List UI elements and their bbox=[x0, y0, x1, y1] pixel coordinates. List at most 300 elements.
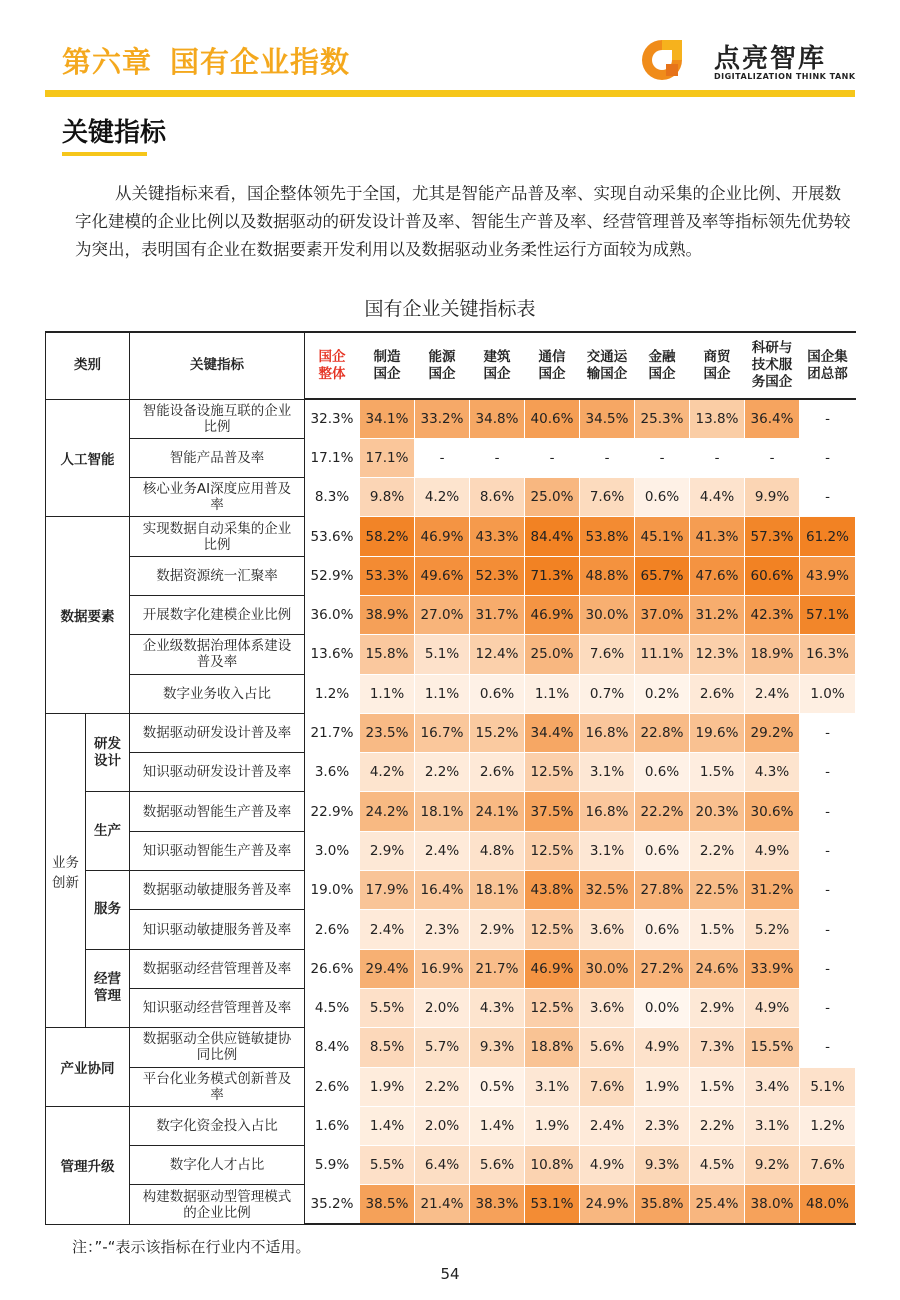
value-cell: - bbox=[800, 949, 856, 988]
indicator-cell bbox=[130, 517, 305, 556]
value-cell: 37.5% bbox=[525, 792, 580, 831]
column-header bbox=[635, 332, 690, 399]
line: 交通运 bbox=[586, 348, 628, 365]
value-cell: 27.0% bbox=[415, 595, 470, 634]
value-cell: 4.2% bbox=[360, 753, 415, 792]
value-cell: 3.1% bbox=[525, 1067, 580, 1106]
value-cell: - bbox=[635, 438, 690, 477]
logo-mark-icon bbox=[638, 36, 686, 84]
value-cell: 18.9% bbox=[745, 635, 800, 674]
logo-english-name: DIGITALIZATION THINK TANK bbox=[714, 72, 856, 81]
value-cell: 49.6% bbox=[415, 556, 470, 595]
value-cell: 3.6% bbox=[580, 910, 635, 949]
value-cell: 12.5% bbox=[525, 753, 580, 792]
value-cell: 4.9% bbox=[745, 831, 800, 870]
line: 核心业务AI深度应用普及 bbox=[142, 481, 292, 498]
line: 数据驱动经营管理普及率 bbox=[142, 960, 292, 977]
value-cell: 5.2% bbox=[745, 910, 800, 949]
line: 团总部 bbox=[807, 365, 848, 382]
value-cell: 2.4% bbox=[580, 1106, 635, 1145]
value-cell: - bbox=[800, 1028, 856, 1067]
column-header bbox=[415, 332, 470, 399]
indicator-cell bbox=[130, 1185, 305, 1224]
subcategory-cell bbox=[86, 949, 130, 1028]
line: 通信 bbox=[538, 348, 566, 365]
value-cell: 30.0% bbox=[580, 949, 635, 988]
value-cell: 25.3% bbox=[635, 399, 690, 438]
value-cell: 15.2% bbox=[470, 713, 525, 752]
table-row bbox=[46, 1185, 856, 1224]
value-cell: 1.5% bbox=[690, 753, 745, 792]
line: 开展数字化建模企业比例 bbox=[142, 607, 292, 624]
value-cell: 5.5% bbox=[360, 988, 415, 1027]
value-cell: 10.8% bbox=[525, 1146, 580, 1185]
line: 数据驱动敏捷服务普及率 bbox=[142, 882, 292, 899]
value-cell: 48.0% bbox=[800, 1185, 856, 1224]
value-cell: 33.2% bbox=[415, 399, 470, 438]
value-cell: 60.6% bbox=[745, 556, 800, 595]
line: 国企集 bbox=[807, 348, 848, 365]
value-cell: 3.0% bbox=[305, 831, 360, 870]
value-cell: 1.0% bbox=[800, 674, 856, 713]
indicator-cell bbox=[130, 478, 305, 517]
value-cell: 48.8% bbox=[580, 556, 635, 595]
value-cell: 34.1% bbox=[360, 399, 415, 438]
line: 生产 bbox=[94, 822, 121, 839]
value-cell: 2.2% bbox=[690, 831, 745, 870]
column-header bbox=[690, 332, 745, 399]
table-row bbox=[46, 988, 856, 1027]
value-cell: 3.6% bbox=[580, 988, 635, 1027]
value-cell: 4.8% bbox=[470, 831, 525, 870]
value-cell: - bbox=[800, 753, 856, 792]
value-cell: 23.5% bbox=[360, 713, 415, 752]
chapter-heading bbox=[62, 40, 350, 81]
value-cell: 38.9% bbox=[360, 595, 415, 634]
value-cell: 21.4% bbox=[415, 1185, 470, 1224]
indicator-cell bbox=[130, 871, 305, 910]
line: 商贸 bbox=[703, 348, 731, 365]
indicator-cell bbox=[130, 949, 305, 988]
value-cell: 1.6% bbox=[305, 1106, 360, 1145]
line: 金融 bbox=[648, 348, 676, 365]
line: 国企 bbox=[538, 365, 566, 382]
value-cell: 36.4% bbox=[745, 399, 800, 438]
line: 企业级数据治理体系建设 bbox=[142, 638, 292, 655]
category-cell: 数据要素 bbox=[46, 517, 130, 713]
value-cell: 0.2% bbox=[635, 674, 690, 713]
line: 能源 bbox=[428, 348, 456, 365]
header-row bbox=[46, 332, 856, 399]
value-cell: 5.6% bbox=[580, 1028, 635, 1067]
value-cell: 24.1% bbox=[470, 792, 525, 831]
line: 比例 bbox=[203, 418, 231, 435]
indicator-cell bbox=[130, 635, 305, 674]
line: 的企业比例 bbox=[183, 1204, 251, 1221]
chapter-number: 第六章 bbox=[62, 45, 153, 79]
value-cell: 34.4% bbox=[525, 713, 580, 752]
value-cell: 2.6% bbox=[470, 753, 525, 792]
value-cell: 17.1% bbox=[360, 438, 415, 477]
value-cell: 9.3% bbox=[635, 1146, 690, 1185]
value-cell: - bbox=[800, 988, 856, 1027]
line: 数字业务收入占比 bbox=[163, 685, 271, 702]
line: 研发 bbox=[94, 735, 121, 752]
value-cell: 4.9% bbox=[745, 988, 800, 1027]
table-row bbox=[46, 399, 856, 438]
indicator-cell bbox=[130, 713, 305, 752]
value-cell: 12.3% bbox=[690, 635, 745, 674]
value-cell: 22.9% bbox=[305, 792, 360, 831]
value-cell: 24.9% bbox=[580, 1185, 635, 1224]
value-cell: 46.9% bbox=[525, 949, 580, 988]
line: 比例 bbox=[203, 536, 231, 553]
value-cell: 1.9% bbox=[635, 1067, 690, 1106]
value-cell: 43.3% bbox=[470, 517, 525, 556]
value-cell: 0.6% bbox=[635, 753, 690, 792]
value-cell: - bbox=[800, 438, 856, 477]
value-cell: 1.5% bbox=[690, 910, 745, 949]
value-cell: 16.9% bbox=[415, 949, 470, 988]
indicator-cell bbox=[130, 988, 305, 1027]
value-cell: 41.3% bbox=[690, 517, 745, 556]
value-cell: 29.4% bbox=[360, 949, 415, 988]
line: 设计 bbox=[94, 752, 121, 769]
value-cell: 46.9% bbox=[525, 595, 580, 634]
value-cell: 15.8% bbox=[360, 635, 415, 674]
value-cell: 9.8% bbox=[360, 478, 415, 517]
line: 国企 bbox=[318, 348, 346, 365]
value-cell: 16.8% bbox=[580, 792, 635, 831]
indicator-cell bbox=[130, 792, 305, 831]
line: 知识驱动智能生产普及率 bbox=[142, 842, 292, 859]
value-cell: 65.7% bbox=[635, 556, 690, 595]
value-cell: 7.6% bbox=[580, 1067, 635, 1106]
value-cell: 15.5% bbox=[745, 1028, 800, 1067]
value-cell: 2.4% bbox=[745, 674, 800, 713]
line: 业务 bbox=[52, 854, 79, 871]
value-cell: 31.7% bbox=[470, 595, 525, 634]
value-cell: 47.6% bbox=[690, 556, 745, 595]
value-cell: 11.1% bbox=[635, 635, 690, 674]
value-cell: 25.4% bbox=[690, 1185, 745, 1224]
value-cell: 53.3% bbox=[360, 556, 415, 595]
table-row bbox=[46, 478, 856, 517]
value-cell: 2.3% bbox=[415, 910, 470, 949]
value-cell: 53.1% bbox=[525, 1185, 580, 1224]
value-cell: 7.6% bbox=[580, 478, 635, 517]
table-row bbox=[46, 1146, 856, 1185]
value-cell: 2.6% bbox=[305, 1067, 360, 1106]
value-cell: 9.9% bbox=[745, 478, 800, 517]
value-cell: 33.9% bbox=[745, 949, 800, 988]
line: 国企 bbox=[483, 365, 511, 382]
table-row bbox=[46, 1028, 856, 1067]
line: 实现数据自动采集的企业 bbox=[142, 520, 292, 537]
value-cell: 3.1% bbox=[580, 753, 635, 792]
indicator-cell bbox=[130, 1146, 305, 1185]
value-cell: 12.5% bbox=[525, 831, 580, 870]
value-cell: - bbox=[690, 438, 745, 477]
value-cell: 30.0% bbox=[580, 595, 635, 634]
value-cell: 2.4% bbox=[415, 831, 470, 870]
value-cell: 17.9% bbox=[360, 871, 415, 910]
value-cell: 36.0% bbox=[305, 595, 360, 634]
value-cell: 61.2% bbox=[800, 517, 856, 556]
value-cell: 16.7% bbox=[415, 713, 470, 752]
value-cell: - bbox=[800, 910, 856, 949]
indicator-cell bbox=[130, 1106, 305, 1145]
value-cell: 38.0% bbox=[745, 1185, 800, 1224]
value-cell: 24.2% bbox=[360, 792, 415, 831]
value-cell: 0.0% bbox=[635, 988, 690, 1027]
line: 整体 bbox=[318, 365, 346, 382]
value-cell: 1.5% bbox=[690, 1067, 745, 1106]
value-cell: 4.3% bbox=[745, 753, 800, 792]
indicator-cell bbox=[130, 438, 305, 477]
table-row bbox=[46, 949, 856, 988]
value-cell: 2.9% bbox=[690, 988, 745, 1027]
value-cell: 0.6% bbox=[635, 910, 690, 949]
value-cell: 1.1% bbox=[360, 674, 415, 713]
line: 率 bbox=[210, 497, 224, 514]
value-cell: 2.0% bbox=[415, 988, 470, 1027]
line: 数字化资金投入占比 bbox=[156, 1117, 278, 1134]
value-cell: - bbox=[470, 438, 525, 477]
value-cell: 22.2% bbox=[635, 792, 690, 831]
table-row bbox=[46, 438, 856, 477]
value-cell: 5.5% bbox=[360, 1146, 415, 1185]
value-cell: 19.0% bbox=[305, 871, 360, 910]
value-cell: 1.4% bbox=[470, 1106, 525, 1145]
value-cell: 5.1% bbox=[800, 1067, 856, 1106]
line: 平台化业务模式创新普及 bbox=[142, 1070, 292, 1087]
table-row bbox=[46, 713, 856, 752]
value-cell: 7.6% bbox=[800, 1146, 856, 1185]
value-cell: 5.6% bbox=[470, 1146, 525, 1185]
value-cell: 29.2% bbox=[745, 713, 800, 752]
value-cell: 2.9% bbox=[360, 831, 415, 870]
indicator-cell bbox=[130, 831, 305, 870]
value-cell: 3.6% bbox=[305, 753, 360, 792]
value-cell: 40.6% bbox=[525, 399, 580, 438]
value-cell: 31.2% bbox=[690, 595, 745, 634]
indicator-cell bbox=[130, 910, 305, 949]
line: 数据驱动全供应链敏捷协 bbox=[142, 1031, 292, 1048]
table-row bbox=[46, 871, 856, 910]
value-cell: 16.4% bbox=[415, 871, 470, 910]
line: 同比例 bbox=[196, 1047, 238, 1064]
value-cell: 38.5% bbox=[360, 1185, 415, 1224]
value-cell: 5.1% bbox=[415, 635, 470, 674]
value-cell: 32.3% bbox=[305, 399, 360, 438]
table-row bbox=[46, 753, 856, 792]
category-cell: 管理升级 bbox=[46, 1106, 130, 1224]
table-row bbox=[46, 910, 856, 949]
value-cell: 22.5% bbox=[690, 871, 745, 910]
subcategory-cell bbox=[86, 792, 130, 871]
value-cell: 24.6% bbox=[690, 949, 745, 988]
column-header bbox=[305, 332, 360, 399]
value-cell: 6.4% bbox=[415, 1146, 470, 1185]
value-cell: 84.4% bbox=[525, 517, 580, 556]
value-cell: 4.2% bbox=[415, 478, 470, 517]
section-underline bbox=[62, 152, 147, 156]
table-footnote: 注：”-“表示该指标在行业内不适用。 bbox=[72, 1238, 311, 1256]
value-cell: 18.1% bbox=[470, 871, 525, 910]
value-cell: 3.1% bbox=[580, 831, 635, 870]
table-row bbox=[46, 792, 856, 831]
value-cell: 2.3% bbox=[635, 1106, 690, 1145]
value-cell: - bbox=[800, 399, 856, 438]
indicator-cell bbox=[130, 595, 305, 634]
value-cell: 21.7% bbox=[470, 949, 525, 988]
column-header bbox=[745, 332, 800, 399]
value-cell: 4.9% bbox=[635, 1028, 690, 1067]
subcategory-cell bbox=[86, 713, 130, 792]
indicator-cell bbox=[130, 674, 305, 713]
table-row bbox=[46, 674, 856, 713]
value-cell: 25.0% bbox=[525, 478, 580, 517]
indicator-cell bbox=[130, 556, 305, 595]
value-cell: 16.3% bbox=[800, 635, 856, 674]
value-cell: 52.9% bbox=[305, 556, 360, 595]
table-row bbox=[46, 1106, 856, 1145]
column-header bbox=[360, 332, 415, 399]
line: 数据驱动研发设计普及率 bbox=[142, 725, 292, 742]
value-cell: 16.8% bbox=[580, 713, 635, 752]
value-cell: 17.1% bbox=[305, 438, 360, 477]
value-cell: 5.7% bbox=[415, 1028, 470, 1067]
line: 国企 bbox=[703, 365, 731, 382]
value-cell: 2.2% bbox=[415, 1067, 470, 1106]
line: 普及率 bbox=[196, 654, 238, 671]
table-row bbox=[46, 1067, 856, 1106]
value-cell: 1.1% bbox=[415, 674, 470, 713]
value-cell: 1.2% bbox=[800, 1106, 856, 1145]
value-cell: 3.4% bbox=[745, 1067, 800, 1106]
value-cell: 26.6% bbox=[305, 949, 360, 988]
section-title: 关键指标 bbox=[62, 118, 167, 148]
line: 构建数据驱动型管理模式 bbox=[142, 1188, 292, 1205]
value-cell: 1.4% bbox=[360, 1106, 415, 1145]
value-cell: 0.6% bbox=[635, 478, 690, 517]
value-cell: 20.3% bbox=[690, 792, 745, 831]
value-cell: 0.6% bbox=[635, 831, 690, 870]
value-cell: 8.4% bbox=[305, 1028, 360, 1067]
value-cell: 4.9% bbox=[580, 1146, 635, 1185]
value-cell: 7.3% bbox=[690, 1028, 745, 1067]
value-cell: 0.6% bbox=[470, 674, 525, 713]
value-cell: 35.8% bbox=[635, 1185, 690, 1224]
category-cell: 产业协同 bbox=[46, 1028, 130, 1107]
header-indicator: 关键指标 bbox=[130, 332, 305, 399]
line: 经营 bbox=[94, 971, 121, 988]
line: 务国企 bbox=[751, 374, 793, 390]
value-cell: 52.3% bbox=[470, 556, 525, 595]
value-cell: 43.9% bbox=[800, 556, 856, 595]
line: 国企 bbox=[648, 365, 676, 382]
line: 知识驱动研发设计普及率 bbox=[142, 764, 292, 781]
value-cell: 31.2% bbox=[745, 871, 800, 910]
header-rule bbox=[45, 90, 855, 97]
value-cell: - bbox=[580, 438, 635, 477]
value-cell: 13.6% bbox=[305, 635, 360, 674]
value-cell: 58.2% bbox=[360, 517, 415, 556]
line: 建筑 bbox=[483, 348, 511, 365]
indicator-cell bbox=[130, 1028, 305, 1067]
line: 数据资源统一汇聚率 bbox=[156, 567, 278, 584]
value-cell: 2.4% bbox=[360, 910, 415, 949]
column-header bbox=[800, 332, 856, 399]
value-cell: 43.8% bbox=[525, 871, 580, 910]
line: 科研与 bbox=[751, 340, 793, 356]
value-cell: 19.6% bbox=[690, 713, 745, 752]
value-cell: 57.1% bbox=[800, 595, 856, 634]
column-header bbox=[580, 332, 635, 399]
value-cell: - bbox=[800, 831, 856, 870]
page-number: 54 bbox=[440, 1265, 460, 1283]
indicator-cell bbox=[130, 1067, 305, 1106]
value-cell: - bbox=[525, 438, 580, 477]
value-cell: - bbox=[800, 713, 856, 752]
value-cell: 38.3% bbox=[470, 1185, 525, 1224]
intro-paragraph: 从关键指标来看，国企整体领先于全国，尤其是智能产品普及率、实现自动采集的企业比例、开展数字化建模的企业比例以及数据驱动的研发设计普及率、智能生产普及率、经营管理普及率等指标领先优势较为突出，表明国有企业在数据要素开发利用以及数据驱动业务柔性运行方面较为成熟。 bbox=[75, 184, 851, 259]
value-cell: 42.3% bbox=[745, 595, 800, 634]
line: 数据驱动智能生产普及率 bbox=[142, 803, 292, 820]
value-cell: 8.3% bbox=[305, 478, 360, 517]
value-cell: 46.9% bbox=[415, 517, 470, 556]
value-cell: 1.9% bbox=[525, 1106, 580, 1145]
brand-logo bbox=[638, 36, 888, 86]
value-cell: 0.5% bbox=[470, 1067, 525, 1106]
logo-chinese-name: 点亮智库 bbox=[714, 44, 827, 74]
value-cell: 4.5% bbox=[690, 1146, 745, 1185]
line: 制造 bbox=[373, 348, 401, 365]
line: 知识驱动经营管理普及率 bbox=[142, 1000, 292, 1017]
value-cell: 8.6% bbox=[470, 478, 525, 517]
line: 服务 bbox=[94, 901, 121, 918]
table-row bbox=[46, 556, 856, 595]
value-cell: 21.7% bbox=[305, 713, 360, 752]
key-indicator-table bbox=[45, 331, 856, 1225]
value-cell: 2.6% bbox=[690, 674, 745, 713]
value-cell: 3.1% bbox=[745, 1106, 800, 1145]
value-cell: 12.5% bbox=[525, 910, 580, 949]
line: 输国企 bbox=[586, 365, 628, 382]
line: 技术服 bbox=[751, 357, 793, 373]
table-row bbox=[46, 595, 856, 634]
value-cell: - bbox=[800, 792, 856, 831]
line: 管理 bbox=[94, 988, 121, 1005]
header-category: 类别 bbox=[46, 332, 130, 399]
value-cell: 32.5% bbox=[580, 871, 635, 910]
value-cell: 2.0% bbox=[415, 1106, 470, 1145]
line: 智能设备设施互联的企业 bbox=[142, 402, 292, 419]
value-cell: - bbox=[800, 871, 856, 910]
value-cell: - bbox=[745, 438, 800, 477]
value-cell: 22.8% bbox=[635, 713, 690, 752]
category-cell: 人工智能 bbox=[46, 399, 130, 517]
value-cell: 18.8% bbox=[525, 1028, 580, 1067]
value-cell: - bbox=[800, 478, 856, 517]
value-cell: 71.3% bbox=[525, 556, 580, 595]
value-cell: 53.6% bbox=[305, 517, 360, 556]
table-row bbox=[46, 517, 856, 556]
value-cell: 37.0% bbox=[635, 595, 690, 634]
value-cell: 2.9% bbox=[470, 910, 525, 949]
line: 智能产品普及率 bbox=[169, 449, 265, 466]
